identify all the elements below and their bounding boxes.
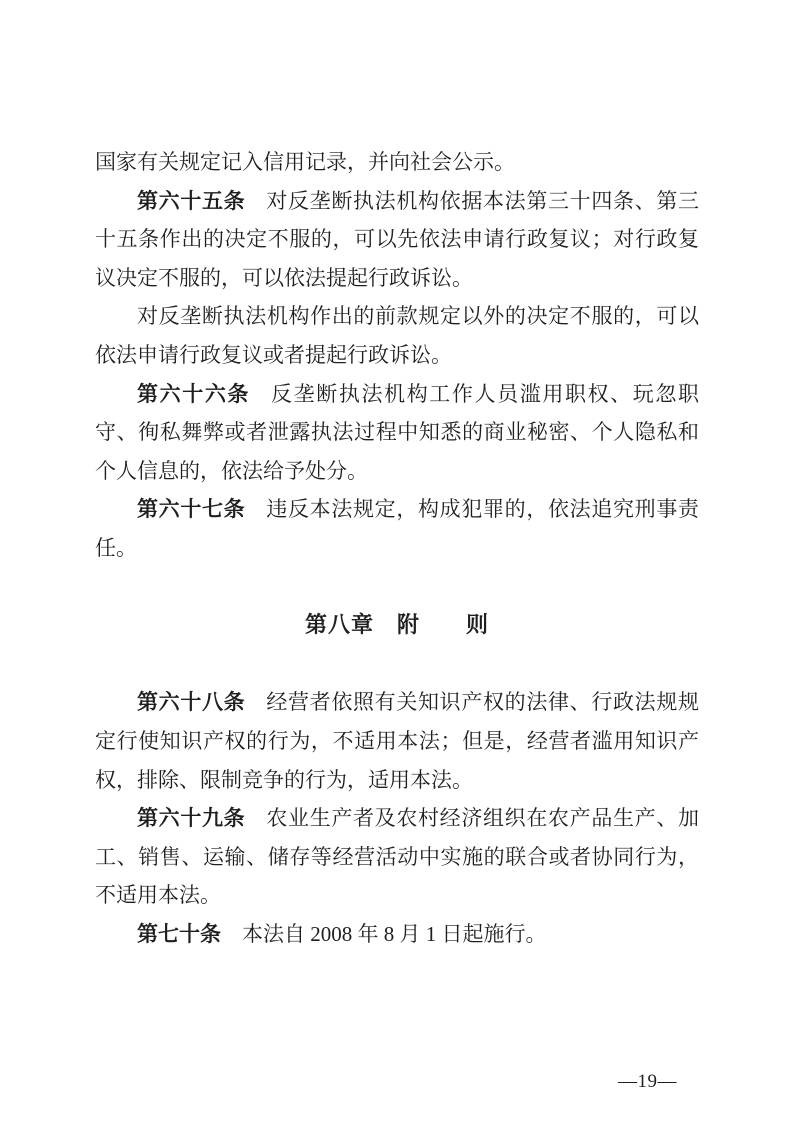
paragraph-article-67: [95, 490, 699, 567]
chapter-8-heading: 第八章 附 则: [304, 612, 489, 638]
paragraph-text: 反垄断执法机构工作人员滥用职权、玩忽职守、徇私舞弊或者泄露执法过程中知悉的商业秘密、个人隐私和个人信息的，依法给予处分。: [95, 381, 700, 483]
paragraph-text: 违反本法规定，构成犯罪的，依法追究刑事责任。: [95, 497, 700, 560]
article-69-label: 第六十九条: [137, 806, 246, 831]
paragraph-text: 对反垄断执法机构依据本法第三十四条、第三十五条作出的决定不服的，可以先依法申请行政复议；对行政复议决定不服的，可以依法提起行政诉讼。: [95, 188, 700, 290]
article-68-label: 第六十八条: [137, 690, 246, 715]
paragraph-article-69: [95, 799, 699, 915]
paragraph-text: 经营者依照有关知识产权的法律、行政法规规定行使知识产权的行为，不适用本法；但是，经营者滥用知识产权，排除、限制竞争的行为，适用本法。: [95, 690, 700, 792]
article-67-label: 第六十七条: [137, 497, 246, 522]
paragraph-article-68: [95, 683, 699, 799]
document-body: [95, 143, 699, 953]
paragraph-continuation: [95, 143, 699, 182]
paragraph-article-65-clause-2: [95, 297, 699, 374]
paragraph-text: 农业生产者及农村经济组织在农产品生产、加工、销售、运输、储存等经营活动中实施的联合或者协同行为，不适用本法。: [95, 806, 700, 908]
article-66-label: 第六十六条: [137, 381, 251, 406]
paragraph-text: 本法自 2008 年 8 月 1 日起施行。: [242, 921, 547, 946]
paragraph-article-65: [95, 182, 699, 298]
article-65-label: 第六十五条: [137, 188, 246, 213]
paragraph-article-66: [95, 375, 699, 491]
paragraph-text: 国家有关规定记入信用记录，并向社会公示。: [95, 150, 515, 174]
paragraph-text: 对反垄断执法机构作出的前款规定以外的决定不服的，可以依法申请行政复议或者提起行政诉讼。: [95, 304, 699, 367]
article-70-label: 第七十条: [137, 921, 221, 946]
page-number: —19—: [618, 1071, 677, 1092]
paragraph-article-70: [95, 915, 699, 954]
